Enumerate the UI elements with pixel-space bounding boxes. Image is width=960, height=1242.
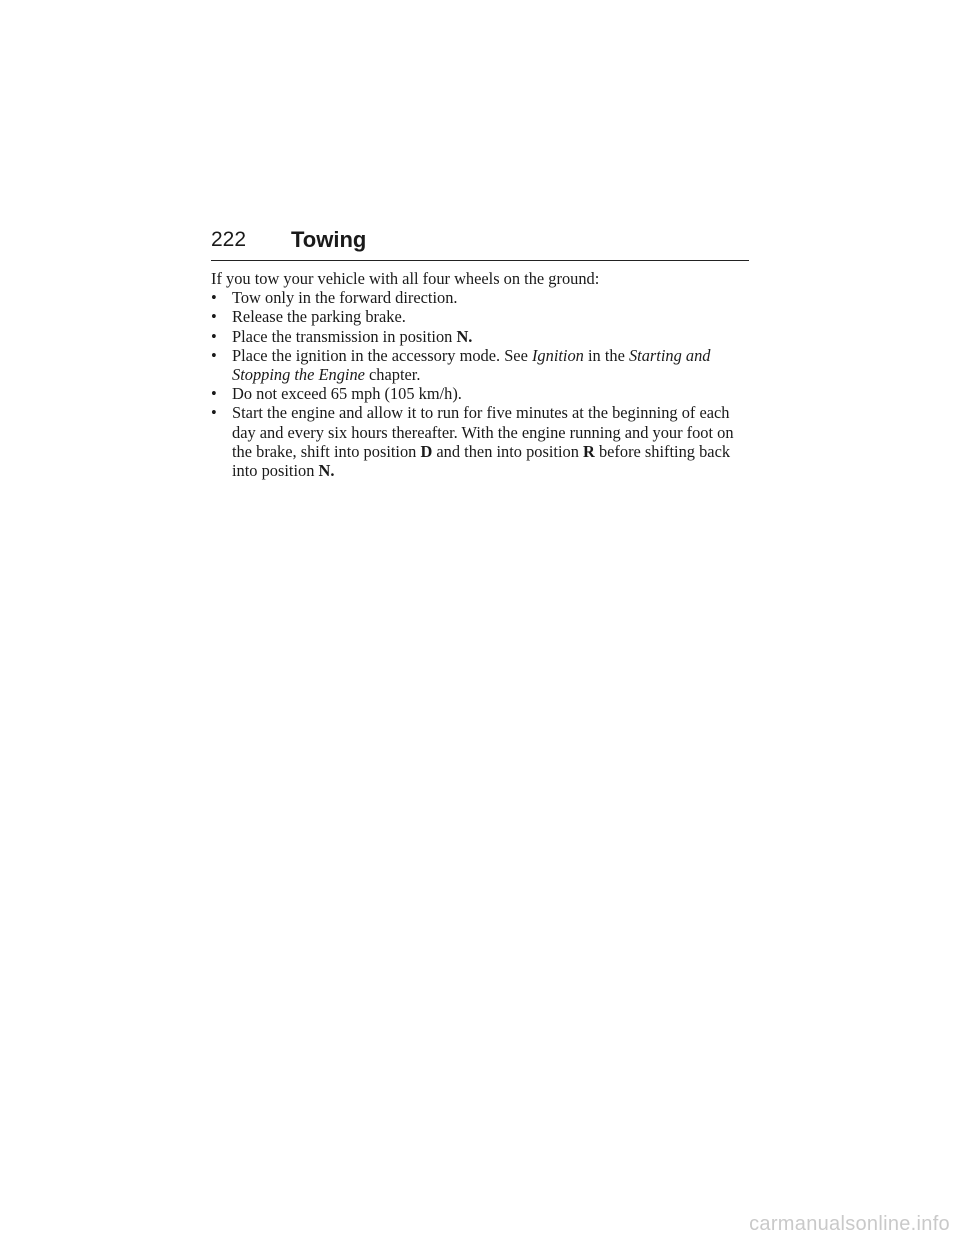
item-text: Tow only in the forward direction. xyxy=(232,288,458,308)
chapter-title: Towing xyxy=(291,227,367,252)
list-item xyxy=(211,346,751,384)
intro-text: If you tow your vehicle with all four wheels on the ground: xyxy=(211,269,600,288)
bullet-icon: • xyxy=(211,403,217,423)
bullet-icon: • xyxy=(211,345,217,365)
item-text: before shifting back into position xyxy=(232,441,731,481)
item-text: Release the parking brake. xyxy=(232,307,406,327)
position-d-label: D xyxy=(420,441,433,461)
item-text: and then into position xyxy=(432,441,584,461)
bullet-icon: • xyxy=(211,288,217,308)
page-number: 222 xyxy=(211,228,247,251)
position-r-label: R xyxy=(583,441,595,461)
towing-instructions-list xyxy=(211,288,751,480)
item-text: chapter. xyxy=(364,365,421,385)
list-item xyxy=(211,403,751,480)
watermark-text: carmanualsonline.info xyxy=(749,1213,950,1235)
list-item xyxy=(211,307,751,326)
ignition-reference: Ignition xyxy=(531,345,584,365)
item-text: Start the engine and allow it to run for five minutes at the beginning of each day and every six hours thereafter. With the engine running and your foot on the brake, shift into position xyxy=(232,403,734,461)
item-text: in the xyxy=(583,345,629,365)
towing-content xyxy=(211,269,751,480)
page-header xyxy=(211,228,749,261)
position-n-label: N. xyxy=(318,461,335,481)
position-n-label: N. xyxy=(456,326,473,346)
list-item xyxy=(211,288,751,307)
item-text: Place the transmission in position xyxy=(232,326,457,346)
chapter-reference: Starting and Stopping the Engine xyxy=(232,345,711,385)
bullet-icon: • xyxy=(211,384,217,404)
item-text: Do not exceed 65 mph (105 km/h). xyxy=(232,384,462,404)
bullet-icon: • xyxy=(211,326,217,346)
list-item xyxy=(211,384,751,403)
bullet-icon: • xyxy=(211,307,217,327)
item-text: Place the ignition in the accessory mode. See xyxy=(232,345,532,365)
list-item xyxy=(211,327,751,346)
